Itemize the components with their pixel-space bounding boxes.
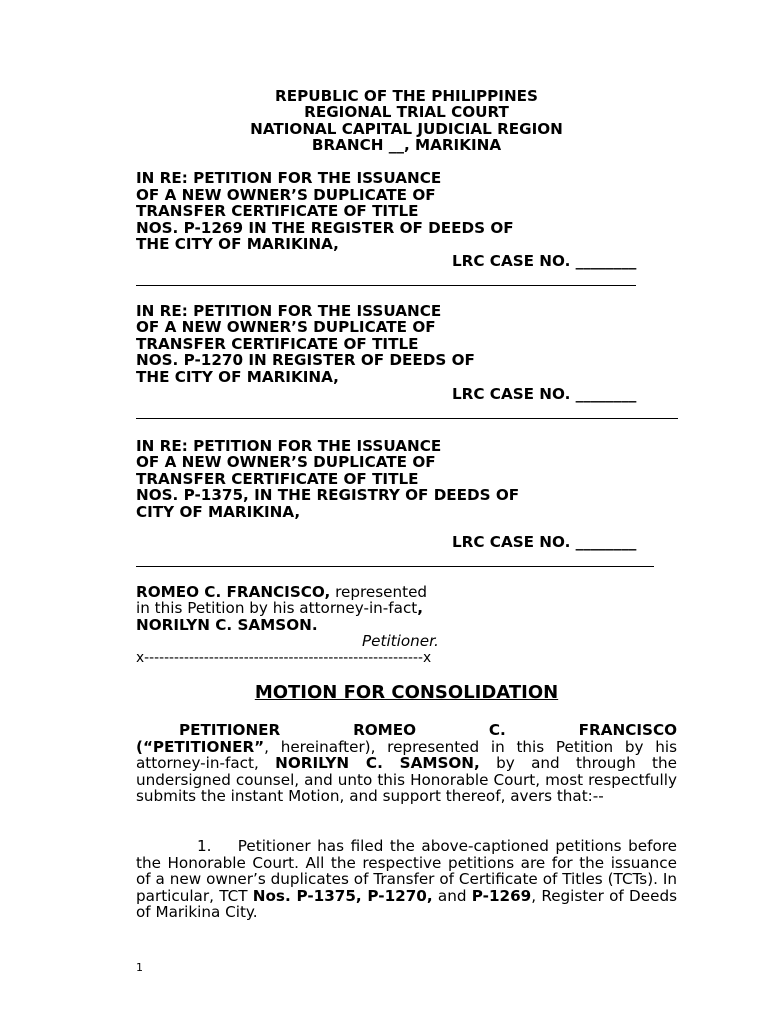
intro-attorney: NORILYN C. SAMSON, [275, 754, 480, 772]
intro-text-2: by and through the undersigned counsel, and unto this Honorable Court, most respectfully submits the instant Motion, and support thereof, avers that:-- [136, 754, 677, 805]
caption-3-line-4: NOS. P-1375, IN THE REGISTRY OF DEEDS OF [136, 486, 520, 504]
intro-defined-term: (“PETITIONER” [136, 737, 265, 756]
paragraph-1-and: and [432, 886, 472, 905]
caption-2-line-3: TRANSFER CERTIFICATE OF TITLE [136, 335, 419, 353]
intro-petitioner-name: PETITIONER ROMEO C. FRANCISCO [179, 721, 677, 739]
caption-2-case-no: LRC CASE NO. ________ [452, 385, 637, 403]
caption-2-line-4: NOS. P-1270 IN REGISTER OF DEEDS OF [136, 351, 475, 369]
paragraph-1 [136, 838, 677, 921]
paragraph-1-text-2: , Register of Deeds of Marikina City. [136, 886, 677, 921]
intro-text-1: , hereinafter), represented in this Petition by his attorney-in-fact, [136, 737, 677, 772]
header-branch: BRANCH __, MARIKINA [311, 136, 502, 154]
caption-2-line-1: IN RE: PETITION FOR THE ISSUANCE [136, 302, 442, 320]
petitioner-name: ROMEO C. FRANCISCO, [136, 583, 331, 601]
petitioner-represented: represented [330, 583, 428, 601]
caption-2-line-5: THE CITY OF MARIKINA, [136, 368, 339, 386]
caption-1-line-1: IN RE: PETITION FOR THE ISSUANCE [136, 169, 442, 187]
attorney-name: NORILYN C. SAMSON. [136, 616, 318, 634]
caption-1-line-5: THE CITY OF MARIKINA, [136, 235, 339, 253]
intro-paragraph [136, 722, 677, 805]
caption-3-case-no: LRC CASE NO. ________ [452, 533, 637, 551]
caption-3-line-2: OF A NEW OWNER’S DUPLICATE OF [136, 453, 436, 471]
paragraph-1-number: 1. [197, 837, 212, 855]
caption-3-rule [136, 566, 654, 567]
petitioner-line-2-text: in this Petition by his attorney-in-fact [136, 599, 418, 617]
paragraph-1-text-1: Petitioner has filed the above-captioned petitions before the Honorable Court. All the respective petitions are for the issuance of a new owner’s duplicates of Transfer of Certificate of Titles (TCTs). In particular, TCT [136, 837, 678, 905]
caption-1-line-4: NOS. P-1269 IN THE REGISTER OF DEEDS OF [136, 219, 514, 237]
separator-line: x--------------------------------------------------------x [136, 650, 432, 666]
petitioner-line-2-comma: , [417, 599, 424, 617]
paragraph-1-nos-2: P-1269 [471, 886, 532, 905]
page-number: 1 [136, 961, 143, 974]
caption-1-case-no: LRC CASE NO. ________ [452, 252, 637, 270]
caption-3-line-3: TRANSFER CERTIFICATE OF TITLE [136, 470, 419, 488]
caption-3-line-5: CITY OF MARIKINA, [136, 503, 301, 521]
petitioner-line-2 [136, 600, 423, 617]
motion-title: MOTION FOR CONSOLIDATION [254, 682, 559, 703]
caption-1-line-2: OF A NEW OWNER’S DUPLICATE OF [136, 186, 436, 204]
header-republic: REPUBLIC OF THE PHILIPPINES [275, 87, 538, 105]
header-region: NATIONAL CAPITAL JUDICIAL REGION [250, 120, 563, 138]
petitioner-role: Petitioner. [362, 632, 439, 650]
caption-1-rule [136, 285, 636, 286]
paragraph-1-nos-1: Nos. P-1375, P-1270, [252, 886, 433, 905]
caption-3-line-1: IN RE: PETITION FOR THE ISSUANCE [136, 437, 442, 455]
header-court: REGIONAL TRIAL COURT [304, 103, 509, 121]
caption-2-line-2: OF A NEW OWNER’S DUPLICATE OF [136, 318, 436, 336]
caption-1-line-3: TRANSFER CERTIFICATE OF TITLE [136, 202, 419, 220]
caption-2-rule [136, 418, 678, 419]
